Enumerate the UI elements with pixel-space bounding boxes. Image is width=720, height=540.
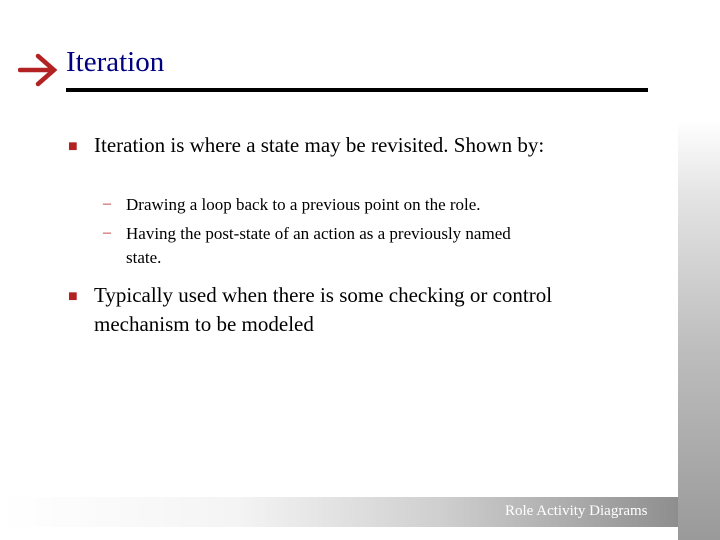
square-bullet-icon: ■ [68, 138, 78, 155]
bullet-2-text: Typically used when there is some checking or control mechanism to be modeled [94, 283, 553, 336]
subitem-2: Having the post-state of an action as a previously named state. [126, 224, 511, 267]
footer-text: Role Activity Diagrams [505, 503, 648, 519]
side-gradient-strip [678, 120, 720, 540]
bullet-1-text: Iteration is where a state may be revisited. Shown by: [94, 133, 545, 157]
square-bullet-icon: ■ [68, 288, 78, 305]
subitem-1: Drawing a loop back to a previous point on the role. [126, 195, 481, 214]
dash-bullet: – [103, 195, 111, 212]
arrow-right-icon [18, 53, 60, 87]
title-underline [66, 88, 648, 92]
slide-title: Iteration [66, 46, 165, 78]
dash-bullet: – [103, 224, 111, 241]
